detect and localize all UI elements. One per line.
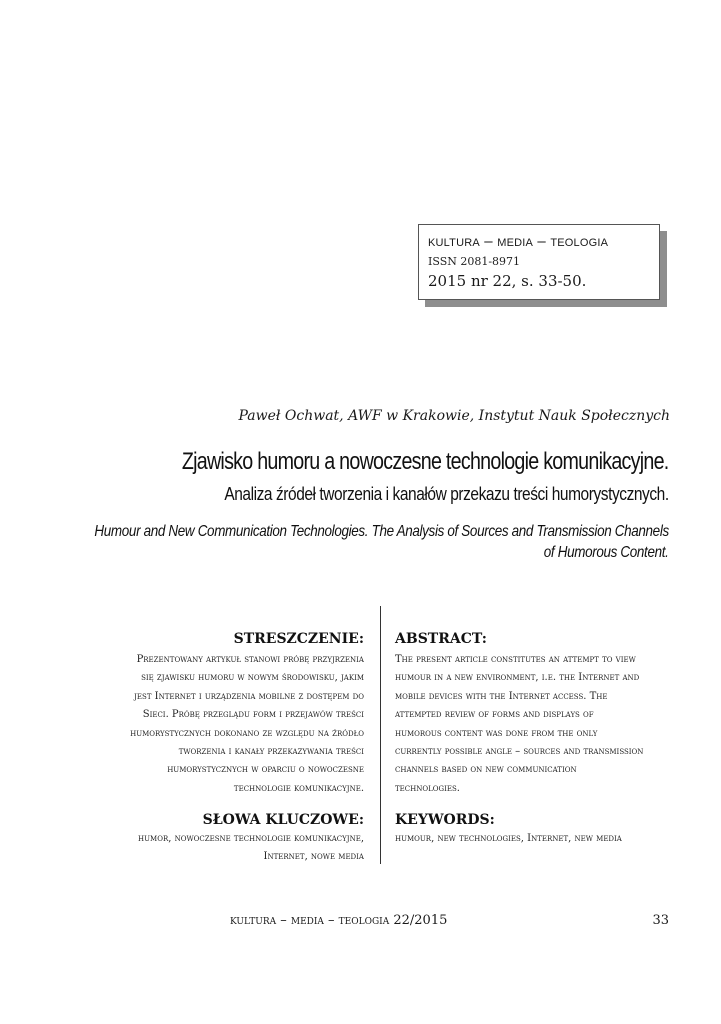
streszczenie-line: tworzenia i kanały przekazywania treści: [178, 746, 364, 758]
streszczenie-line: humorystycznych dokonano ze względu na źródło: [130, 727, 364, 739]
article-title-en-line-2: of Humorous Content.: [544, 544, 669, 561]
footer-journal: kultura – media – teologia 22/2015: [230, 913, 448, 928]
slowa-kluczowe-heading: SŁOWA KLUCZOWE:: [202, 812, 364, 828]
abstract-heading: ABSTRACT:: [395, 631, 487, 647]
abstract-line: humour in a new environment, i.e. the Internet and: [395, 672, 640, 684]
keywords-line: humour, new technologies, Internet, new media: [395, 833, 622, 844]
column-divider: [380, 606, 381, 864]
streszczenie-line: się zjawisku humoru w nowym środowisku, jakim: [141, 672, 364, 684]
abstract-line: currently possible angle – sources and transmission: [395, 746, 644, 758]
streszczenie-line: Sieci. Próbę przeglądu form i przejawów treści: [142, 709, 364, 721]
abstract-text: [395, 651, 643, 798]
article-title-pl: Zjawisko humoru a nowoczesne technologie komunikacyjne.: [182, 448, 669, 475]
streszczenie-line: Prezentowany artykuł stanowi próbę przyjrzenia: [136, 654, 364, 665]
streszczenie-line: humorystycznych w oparciu o nowoczesne: [167, 764, 364, 776]
streszczenie-text: [130, 651, 364, 798]
slowa-kluczowe-text: [138, 830, 364, 867]
journal-issn: ISSN 2081-8971: [428, 255, 521, 268]
slowa-kluczowe-line: humor, nowoczesne technologie komunikacyjne,: [138, 833, 364, 844]
keywords-text: [395, 830, 622, 848]
abstract-line: channels based on new communication: [395, 764, 577, 776]
journal-name: kultura – media – teologia: [428, 233, 609, 250]
abstract-line: mobile devices with the Internet access. The: [395, 690, 608, 702]
abstract-line: technologies.: [395, 782, 460, 794]
slowa-kluczowe-line: Internet, nowe media: [263, 851, 364, 863]
abstract-line: The present article constitutes an attempt to view: [395, 654, 636, 665]
streszczenie-heading: STRESZCZENIE:: [233, 631, 364, 647]
abstract-line: humorous content was done from the only: [395, 727, 598, 739]
article-subtitle-pl: Analiza źródeł tworzenia i kanałów przekazu treści humorystycznych.: [224, 484, 669, 504]
abstract-line: attempted review of forms and displays of: [395, 709, 594, 721]
streszczenie-line: jest Internet i urządzenia mobilne z dostępem do: [134, 690, 364, 702]
journal-issue: 2015 nr 22, s. 33-50.: [428, 272, 587, 290]
journal-info-box: [418, 224, 660, 300]
page-number: 33: [652, 913, 669, 928]
author-line: Paweł Ochwat, AWF w Krakowie, Instytut Nauk Społecznych: [238, 408, 670, 424]
streszczenie-line: technologie komunikacyjne.: [233, 782, 364, 794]
article-title-en-line-1: Humour and New Communication Technologies. The Analysis of Sources and Transmission Channels: [94, 523, 669, 540]
keywords-heading: KEYWORDS:: [395, 812, 495, 828]
